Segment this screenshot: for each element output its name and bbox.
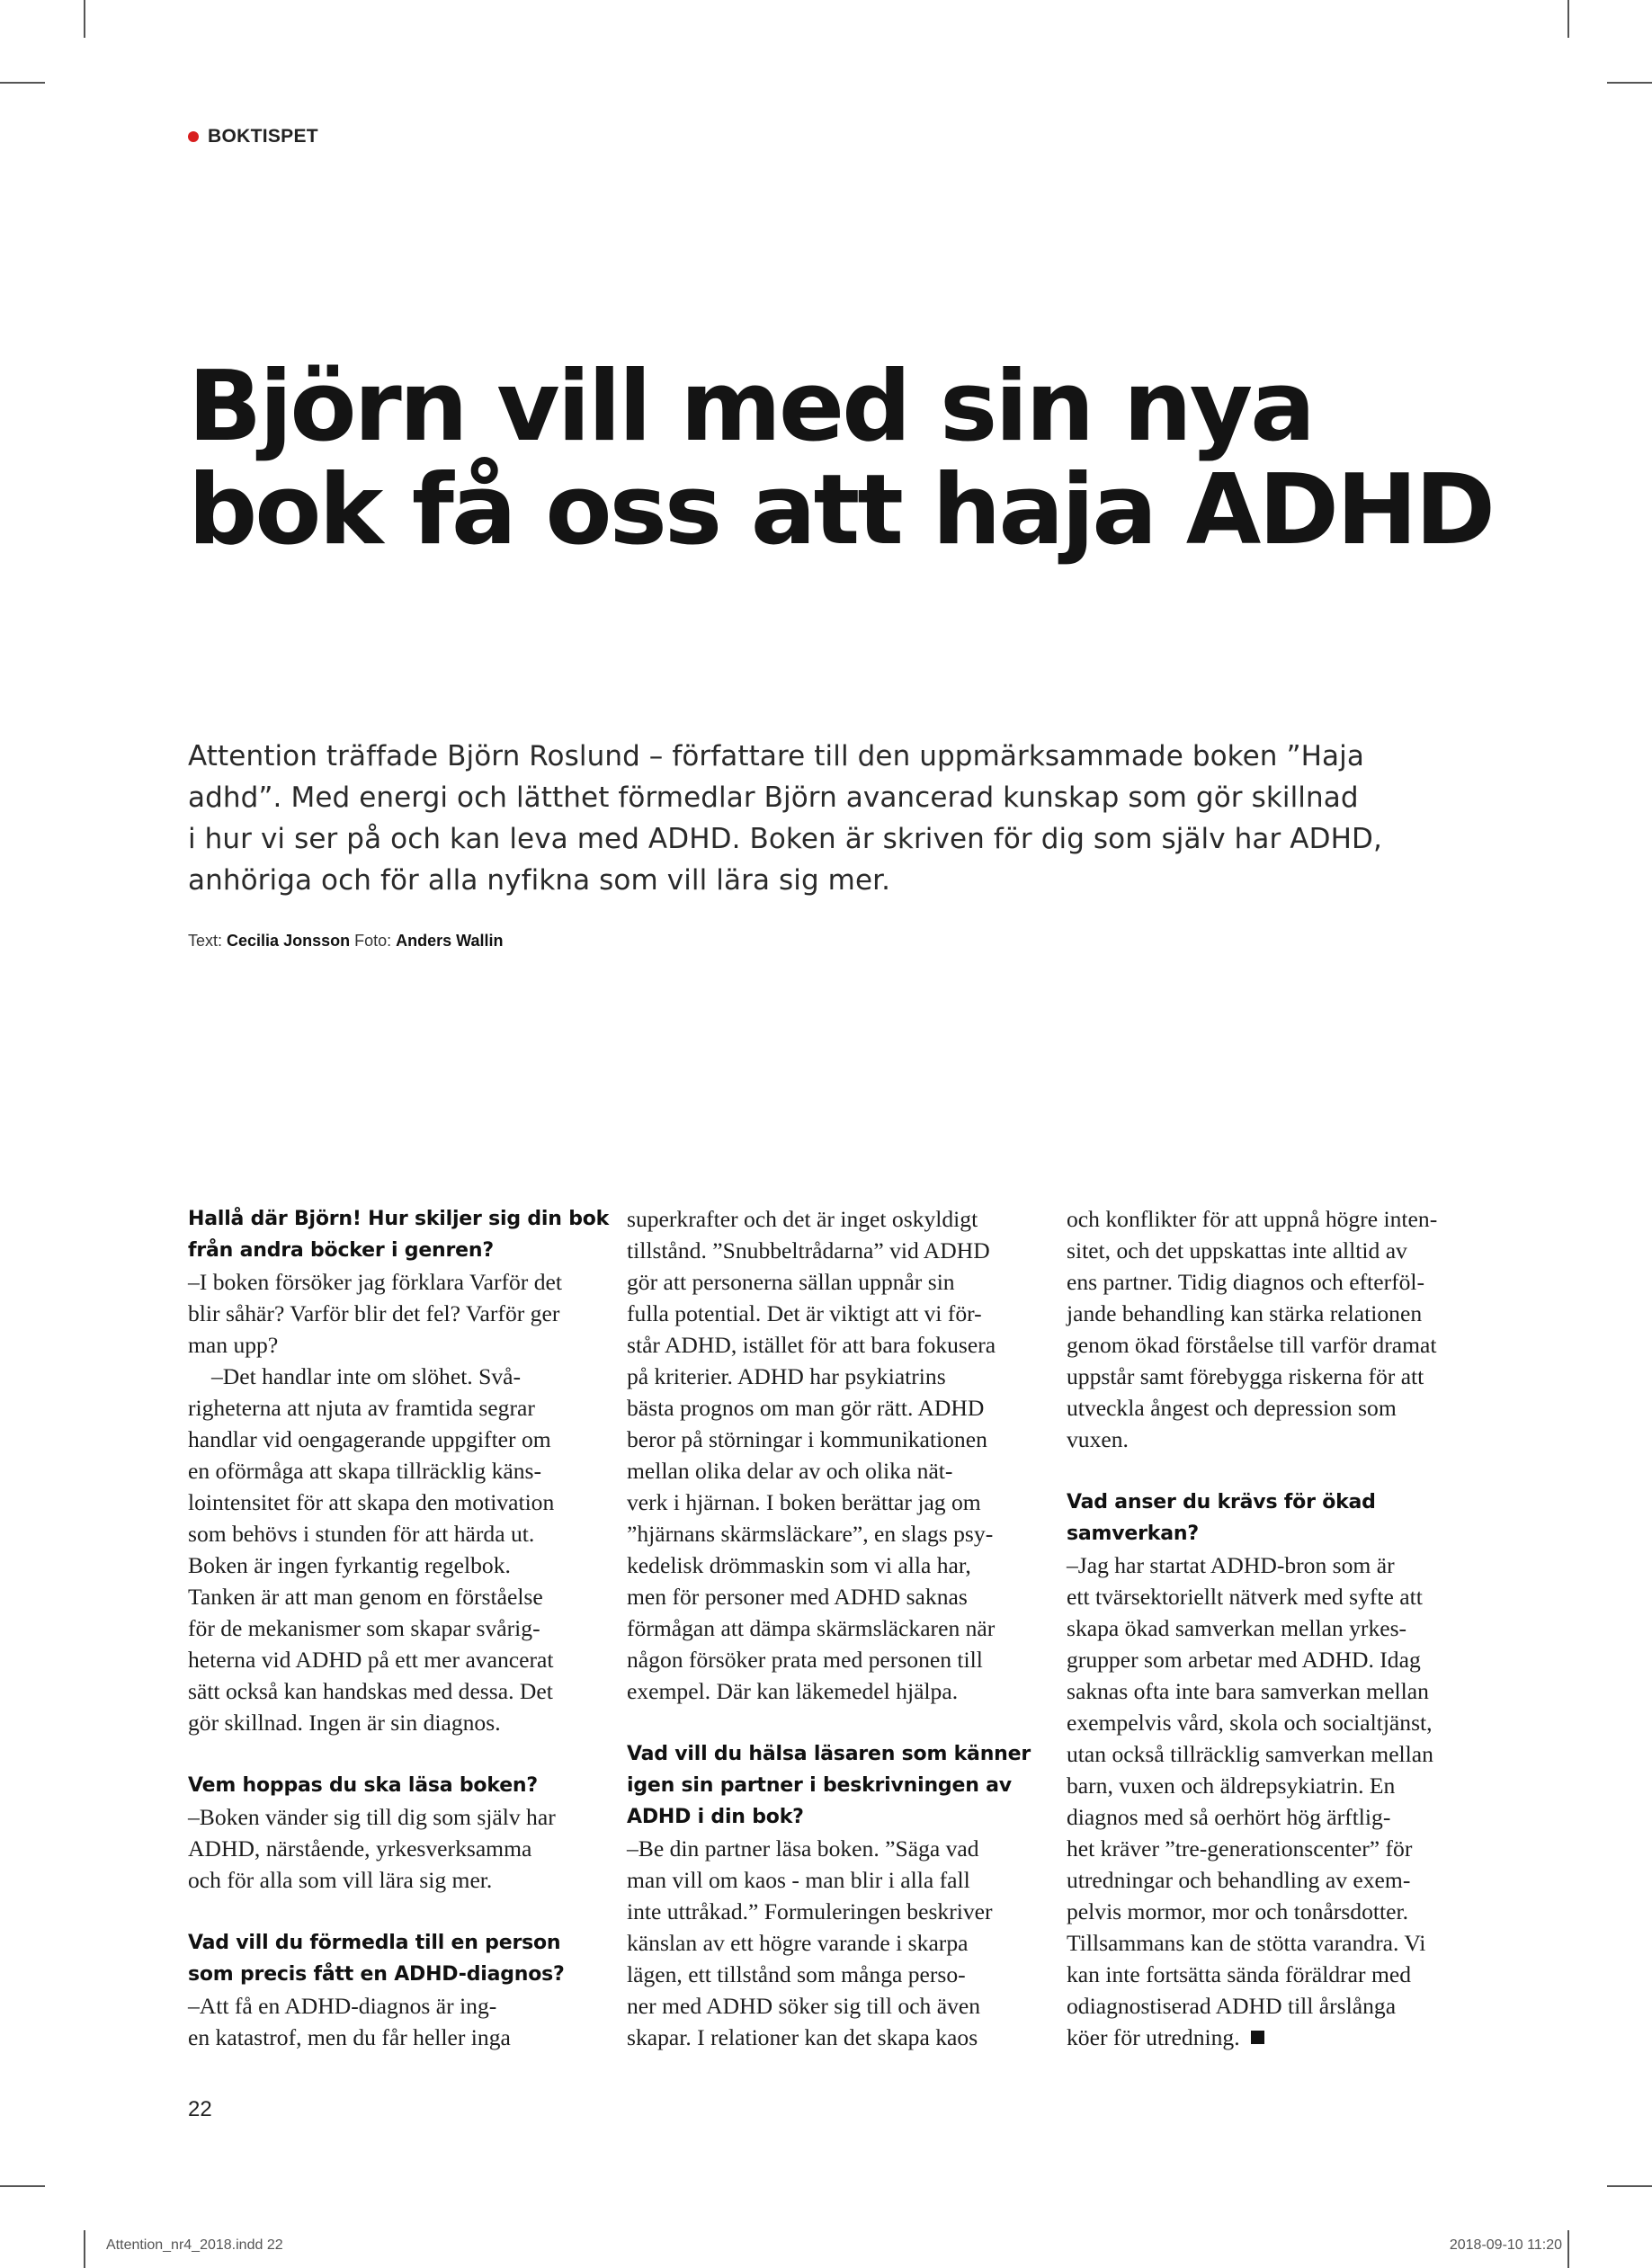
body-line: fulla potential. Det är viktigt att vi för- [627,1300,982,1326]
body-line: gör att personerna sällan uppnår sin [627,1269,955,1295]
body-line: förmågan att dämpa skärmsläckaren när [627,1615,996,1641]
body-line: utredningar och behandling av exem- [1067,1867,1411,1893]
body-line: för de mekanismer som skapar svårig- [188,1615,540,1641]
question-line: Vad anser du krävs för ökad [1067,1491,1376,1513]
body-line: skapa ökad samverkan mellan yrkes- [1067,1615,1407,1641]
body-line: känslan av ett högre varande i skarpa [627,1930,969,1956]
body-line: utveckla ångest och depression som [1067,1395,1397,1421]
body-line: ett tvärsektoriellt nätverk med syfte att [1067,1584,1423,1610]
body-line: –Det handlar inte om slöhet. Svå- [211,1363,522,1389]
body-line: ADHD, närstående, yrkesverksamma [188,1835,532,1862]
body-line: gör skillnad. Ingen är sin diagnos. [188,1710,501,1736]
paragraph-gap [188,1738,611,1770]
question-line: Vad vill du hälsa läsaren som känner [627,1743,1031,1765]
body-line: het kräver ”tre-generationscenter” för [1067,1835,1413,1862]
byline [188,932,504,951]
body-line: en katastrof, men du får heller inga [188,2024,511,2050]
section-label-text: BOKTISPET [208,126,318,147]
body-line: skapar. I relationer kan det skapa kaos [627,2024,978,2050]
body-line: righeterna att njuta av framtida segrar [188,1395,535,1421]
body-line: man upp? [188,1332,279,1358]
body-line: står ADHD, istället för att bara fokusera [627,1332,996,1358]
body-line: sätt också kan handskas med dessa. Det [188,1678,553,1704]
slug-timestamp: 2018-09-10 11:20 [1449,2237,1562,2253]
body-line: –I boken försöker jag förklara Varför det [188,1269,562,1295]
body-line: ner med ADHD söker sig till och även [627,1993,981,2019]
question-line: Vem hoppas du ska läsa boken? [188,1774,538,1797]
body-line: –Jag har startat ADHD-bron som är [1067,1552,1395,1578]
body-line: exempel. Där kan läkemedel hjälpa. [627,1678,959,1704]
body-line: genom ökad förståelse till varför dramat [1067,1332,1437,1358]
body-line: handlar vid oengagerande uppgifter om [188,1426,551,1452]
body-line: tillstånd. ”Snubbeltrådarna” vid ADHD [627,1237,990,1263]
crop-mark-left-bottom [0,2185,45,2187]
crop-mark-left-top [0,82,45,84]
headline-line: Björn vill med sin nya [188,351,1313,463]
body-line: och för alla som vill lära sig mer. [188,1867,493,1893]
body-line: Boken är ingen fyrkantig regelbok. [188,1552,511,1578]
headline [188,351,1537,567]
body-line: diagnos med så oerhört hög ärftlig- [1067,1804,1391,1830]
body-line: blir såhär? Varför blir det fel? Varför ger [188,1300,560,1326]
question-line: Hallå där Björn! Hur skiljer sig din bok [188,1208,610,1230]
question-line: från andra böcker i genren? [188,1239,494,1262]
body-line: pelvis mormor, mor och tonårsdotter. [1067,1898,1408,1924]
ingress-line: anhöriga och för alla nyfikna som vill lära sig mer. [188,864,891,897]
body-column-3 [1067,1203,1489,2053]
body-line: beror på störningar i kommunikationen [627,1426,987,1452]
crop-mark-bottom-right [1567,2230,1569,2268]
body-line: grupper som arbetar med ADHD. Idag [1067,1647,1421,1673]
body-line: ens partner. Tidig diagnos och efterföl- [1067,1269,1425,1295]
question-line: igen sin partner i beskrivningen av [627,1774,1012,1797]
body-line: –Boken vänder sig till dig som själv har [188,1804,556,1830]
body-line: ”hjärnans skärmsläckare”, en slags psy- [627,1521,994,1547]
body-line: lointensitet för att skapa den motivation [188,1489,555,1515]
body-line: kan inte fortsätta sända föräldrar med [1067,1961,1412,1987]
page-number: 22 [188,2097,212,2121]
body-line: kedelisk drömmaskin som vi alla har, [627,1552,971,1578]
slug-filename: Attention_nr4_2018.indd 22 [106,2237,283,2253]
body-line: en oförmåga att skapa tillräcklig käns- [188,1458,542,1484]
body-line: heterna vid ADHD på ett mer avancerat [188,1647,554,1673]
body-line: saknas ofta inte bara samverkan mellan [1067,1678,1429,1704]
body-line: inte uttråkad.” Formuleringen beskriver [627,1898,993,1924]
crop-mark-right-bottom [1607,2185,1652,2187]
section-label [188,126,318,147]
crop-mark-top-right [1567,0,1569,38]
question-line: Vad vill du förmedla till en person [188,1932,561,1954]
ingress-line: Attention träffade Björn Roslund – författare till den uppmärksammade boken ”Haja [188,740,1364,772]
red-dot-icon [188,131,199,142]
body-column-1 [188,1203,611,2053]
body-line: vuxen. [1067,1426,1129,1452]
byline-text-label: Text: [188,932,223,950]
body-line: –Att få en ADHD-diagnos är ing- [188,1993,497,2019]
body-line: sitet, och det uppskattas inte alltid av [1067,1237,1407,1263]
body-line: Tillsammans kan de stötta varandra. Vi [1067,1930,1426,1956]
byline-photographer: Anders Wallin [396,932,504,950]
body-line: och konflikter för att uppnå högre inten- [1067,1206,1438,1232]
body-line: uppstår samt förebygga riskerna för att [1067,1363,1424,1389]
ingress [188,736,1465,901]
ingress-line: adhd”. Med energi och lätthet förmedlar Björn avancerad kunskap som gör skillnad [188,781,1359,814]
question-line: som precis fått en ADHD-diagnos? [188,1963,565,1986]
crop-mark-right-top [1607,82,1652,84]
body-line: som behövs i stunden för att härda ut. [188,1521,535,1547]
crop-mark-bottom-left [84,2230,85,2268]
body-column-2 [627,1203,1049,2053]
paragraph-gap [188,1896,611,1927]
crop-mark-top-left [84,0,85,38]
body-line: exempelvis vård, skola och socialtjänst, [1067,1710,1433,1736]
paragraph-gap [1067,1455,1489,1487]
body-line: bästa prognos om man gör rätt. ADHD [627,1395,985,1421]
question-line: samverkan? [1067,1522,1199,1545]
body-line: verk i hjärnan. I boken berättar jag om [627,1489,981,1515]
question-line: ADHD i din bok? [627,1806,804,1828]
body-line: någon försöker prata med personen till [627,1647,983,1673]
body-line: lägen, ett tillstånd som många perso- [627,1961,966,1987]
body-line: på kriterier. ADHD har psykiatrins [627,1363,946,1389]
end-square-icon [1251,2031,1264,2044]
byline-photo-label: Foto: [354,932,392,950]
body-line: superkrafter och det är inget oskyldigt [627,1206,978,1232]
body-line: man vill om kaos - man blir i alla fall [627,1867,970,1893]
body-line: Tanken är att man genom en förståelse [188,1584,543,1610]
body-line: jande behandling kan stärka relationen [1067,1300,1423,1326]
body-line: –Be din partner läsa boken. ”Säga vad [627,1835,979,1862]
body-line: köer för utredning. [1067,2022,1489,2053]
body-line: men för personer med ADHD saknas [627,1584,968,1610]
ingress-line: i hur vi ser på och kan leva med ADHD. Boken är skriven för dig som själv har ADHD, [188,823,1382,855]
paragraph-gap [627,1707,1049,1738]
body-line: barn, vuxen och äldrepsykiatrin. En [1067,1772,1396,1799]
byline-author: Cecilia Jonsson [227,932,351,950]
headline-line: bok få oss att haja ADHD [188,454,1494,567]
body-line: mellan olika delar av och olika nät- [627,1458,953,1484]
body-line: odiagnostiserad ADHD till årslånga [1067,1993,1397,2019]
body-line: utan också tillräcklig samverkan mellan [1067,1741,1433,1767]
